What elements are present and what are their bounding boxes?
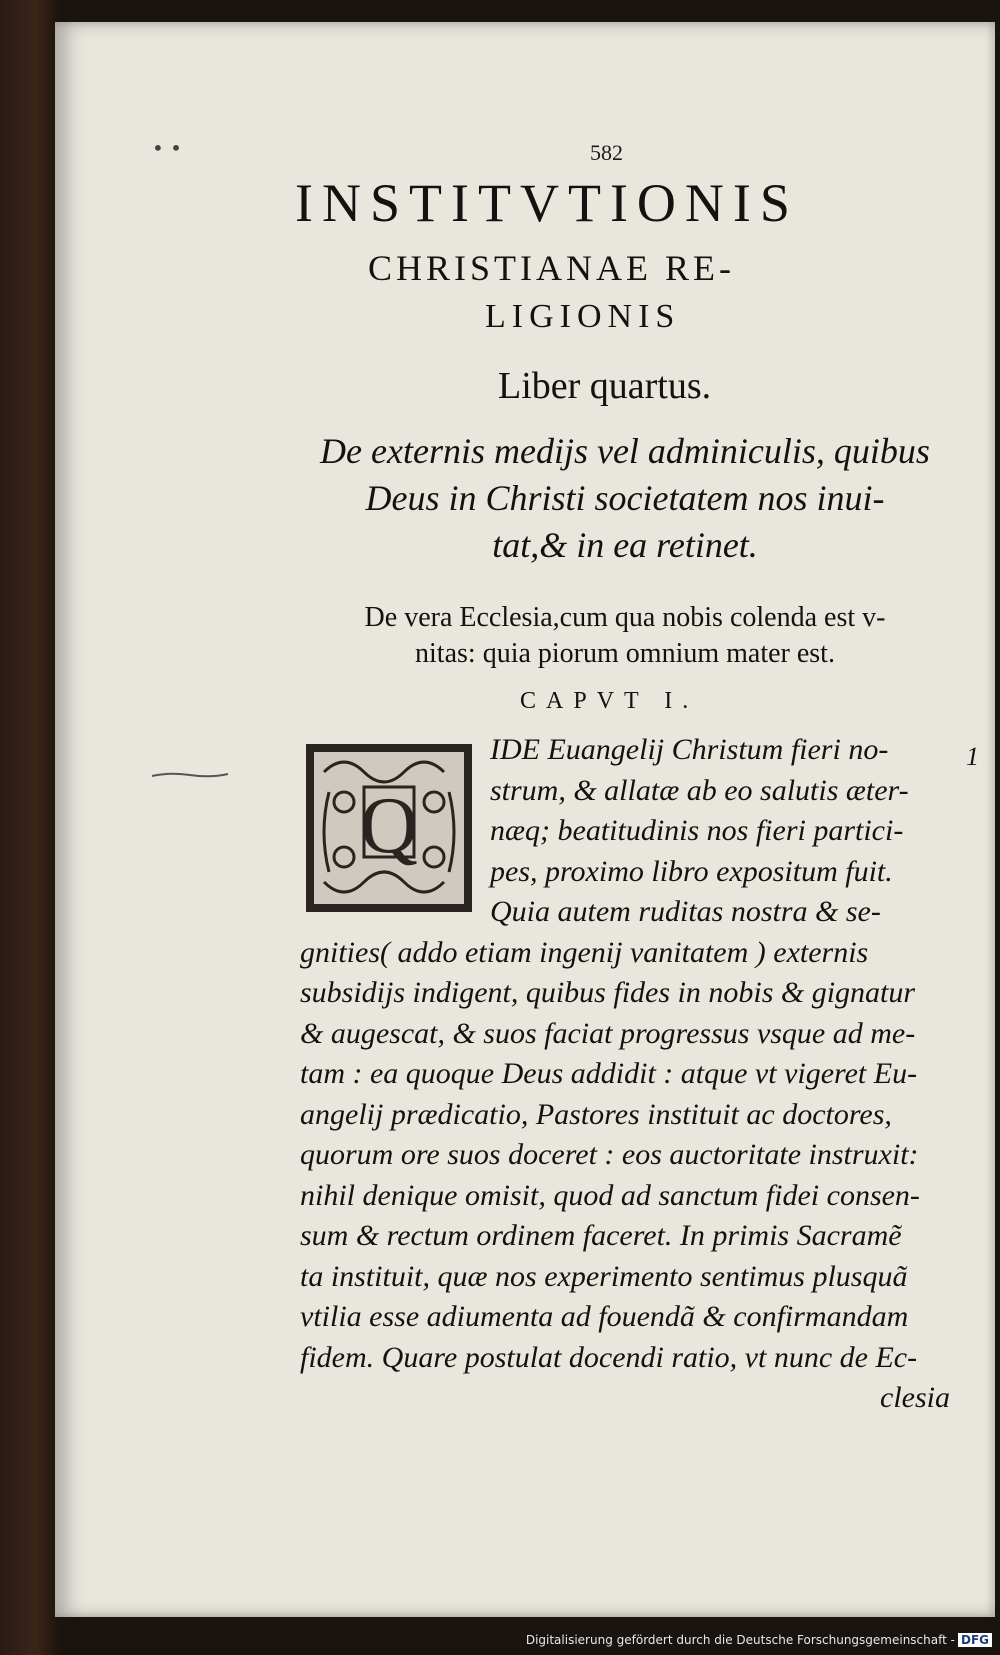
page-number: 582 bbox=[590, 140, 623, 165]
body-line: tam : ea quoque Deus addidit : atque vt vigeret Eu- bbox=[300, 1057, 918, 1090]
subtitle-line: Deus in Christi societatem nos inui- bbox=[365, 478, 885, 518]
margin-mark bbox=[150, 771, 230, 779]
body-line: subsidijs indigent, quibus fides in nobis & gignatur bbox=[300, 976, 916, 1009]
body-line: pes, proximo libro expositum fuit. bbox=[490, 854, 893, 888]
body-line: IDE Euangelij Christum fieri no- bbox=[490, 733, 889, 766]
credit-text: Digitalisierung gefördert durch die Deutsche Forschungsgemeinschaft - bbox=[525, 1633, 955, 1647]
chapter-heading-line: De vera Ecclesia,cum qua nobis colenda est v- bbox=[364, 602, 886, 633]
title-line-1: INSTITVTIONIS bbox=[295, 173, 799, 233]
body-line: vtilia esse adiumenta ad fouendã & confirmandam bbox=[300, 1300, 909, 1333]
chapter-heading bbox=[300, 600, 950, 672]
body-line: gnities( addo etiam ingenij vanitatem ) externis bbox=[300, 935, 869, 969]
body-line: sum & rectum ordinem faceret. In primis Sacramẽ bbox=[300, 1219, 902, 1252]
body-line: nihil denique omisit, quod ad sanctum fidei consen- bbox=[300, 1178, 920, 1212]
body-line: fidem. Quare postulat docendi ratio, vt nunc de Ec- bbox=[300, 1340, 918, 1374]
title-line-3: LIGIONIS bbox=[485, 298, 681, 335]
body-line: angelij prædicatio, Pastores instituit ac doctores, bbox=[300, 1097, 892, 1131]
subtitle-line: tat,& in ea retinet. bbox=[492, 525, 758, 565]
book-subtitle bbox=[300, 428, 950, 569]
book-binding bbox=[0, 0, 60, 1655]
svg-text:Q: Q bbox=[360, 782, 418, 870]
margin-dots: • • bbox=[152, 136, 182, 160]
body-text bbox=[300, 730, 950, 1419]
body-line: Quia autem ruditas nostra & se- bbox=[490, 895, 881, 928]
body-line: & augescat, & suos faciat progressus vsque ad me- bbox=[300, 1016, 916, 1050]
catchword: clesia bbox=[880, 1381, 950, 1414]
dfg-logo: DFG bbox=[958, 1633, 992, 1647]
title-line-2: CHRISTIANAE RE- bbox=[368, 248, 735, 288]
body-line: quorum ore suos doceret : eos auctoritate instruxit: bbox=[300, 1138, 919, 1171]
chapter-number: CAPVT I. bbox=[520, 688, 699, 714]
body-line: ta instituit, quæ nos experimento sentimus plusquã bbox=[300, 1259, 908, 1293]
subtitle-line: De externis medijs vel adminiculis, quibus bbox=[320, 431, 930, 471]
body-line: næq; beatitudinis nos fieri partici- bbox=[490, 814, 904, 847]
margin-number: 1 bbox=[966, 742, 979, 771]
digitization-credit bbox=[526, 1633, 992, 1647]
body-line: strum, & allatæ ab eo salutis æter- bbox=[490, 773, 909, 807]
chapter-heading-line: nitas: quia piorum omnium mater est. bbox=[415, 638, 835, 669]
book-label: Liber quartus. bbox=[498, 365, 712, 407]
